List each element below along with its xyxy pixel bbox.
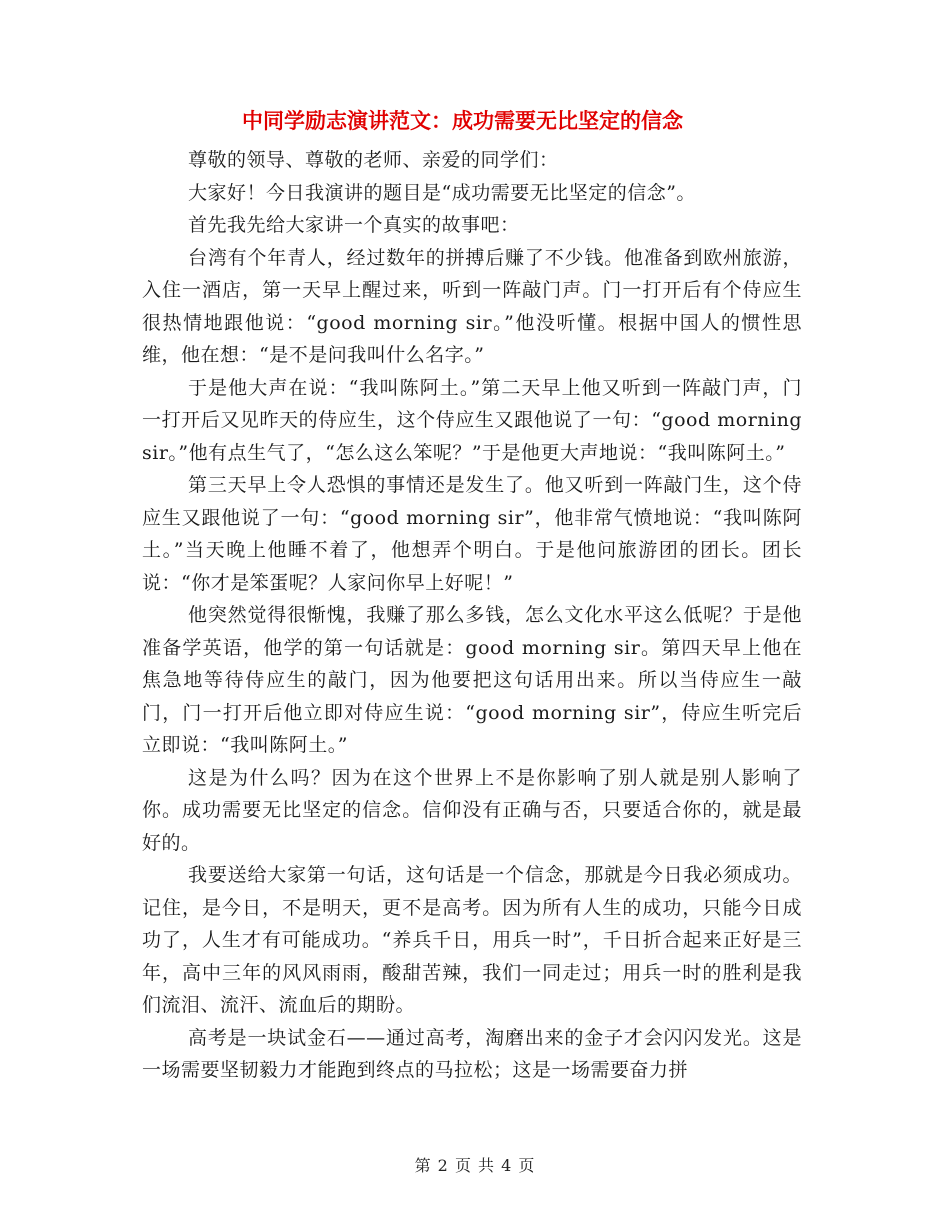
paragraph-intro: 首先我先给大家讲一个真实的故事吧： [188,214,520,236]
paragraph-story-4: 他突然觉得很惭愧，我赚了那么多钱，怎么文化水平这么低呢？于是他准备学英语，他学的第一句话就是：good morning sir。第四天早上他在焦急地等待侍应生的敲门，因为他要把这句话用出来。所以当侍应生一敲门，门一打开后他立即对侍应生说：“good morning sir”，侍应生听完后立即说：“我叫陈阿土。” [142,604,802,756]
paragraph-story-3: 第三天早上令人恐惧的事情还是发生了。他又听到一阵敲门生，这个侍应生又跟他说了一句：“good morning sir”，他非常气愤地说：“我叫陈阿土。”当天晚上他睡不着了，他想弄个明白。于是他问旅游团的团长。团长说：“你才是笨蛋呢？人家问你早上好呢！” [142,474,802,594]
paragraph-first-saying: 我要送给大家第一句话，这句话是一个信念，那就是今日我必须成功。记住，是今日，不是明天，更不是高考。因为所有人生的成功，只能今日成功了，人生才有可能成功。“养兵千日，用兵一时”，千日折合起来正好是三年，高中三年的风风雨雨，酸甜苦辣，我们一同走过；用兵一时的胜利是我们流泪、流汗、流血后的期盼。 [142,864,802,1016]
document-title: 中同学励志演讲范文：成功需要无比坚定的信念 [242,108,683,133]
paragraph-exam: 高考是一块试金石——通过高考，淘磨出来的金子才会闪闪发光。这是一场需要坚韧毅力才能跑到终点的马拉松；这是一场需要奋力拼 [142,1026,802,1081]
document-page [142,104,802,1087]
paragraph-salutation: 尊敬的领导、尊敬的老师、亲爱的同学们： [188,149,559,171]
page-footer: 第 2 页 共 4 页 [414,1156,536,1175]
paragraph-moral: 这是为什么吗？因为在这个世界上不是你影响了别人就是别人影响了你。成功需要无比坚定的信念。信仰没有正确与否，只要适合你的，就是最好的。 [142,766,802,854]
paragraph-greeting: 大家好！今日我演讲的题目是“成功需要无比坚定的信念”。 [188,181,696,204]
paragraph-story-1: 台湾有个年青人，经过数年的拼搏后赚了不少钱。他准备到欧州旅游，入住一酒店，第一天早上醒过来，听到一阵敲门声。门一打开后有个侍应生很热情地跟他说：“good morning sir。”他没听懂。根据中国人的惯性思维，他在想：“是不是问我叫什么名字。” [142,246,802,366]
paragraph-story-2: 于是他大声在说：“我叫陈阿土。”第二天早上他又听到一阵敲门声，门一打开后又见昨天的侍应生，这个侍应生又跟他说了一句：“good morning sir。”他有点生气了，“怎么这么笨呢？”于是他更大声地说：“我叫陈阿土。” [142,376,802,464]
